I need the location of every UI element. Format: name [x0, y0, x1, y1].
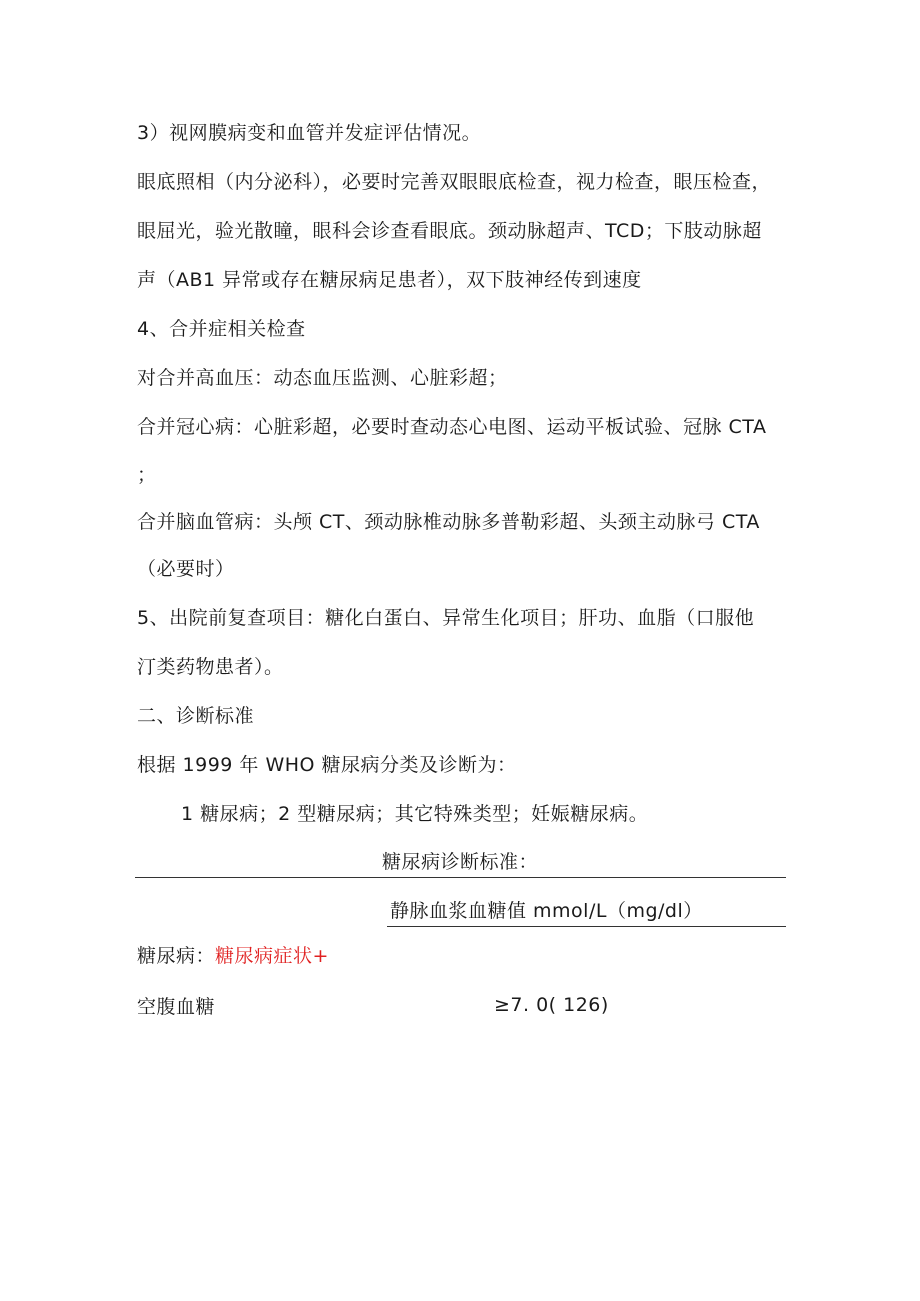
table-row-diabetes [137, 944, 329, 968]
paragraph-line: 眼屈光，验光散瞳，眼科会诊查看眼底。颈动脉超声、TCD；下肢动脉超 [137, 220, 762, 242]
table-top-rule [135, 877, 786, 878]
table-title: 糖尿病诊断标准： [382, 851, 539, 873]
diagnosis-basis: 根据 1999 年 WHO 糖尿病分类及诊断为： [137, 754, 517, 776]
row-label: 糖尿病： [137, 945, 216, 967]
diagnosis-heading: 二、诊断标准 [137, 705, 255, 727]
diabetes-types: 1 糖尿病；2 型糖尿病；其它特殊类型；妊娠糖尿病。 [181, 803, 649, 825]
hypertension-line: 对合并高血压：动态血压监测、心脏彩超； [137, 367, 508, 389]
section-5-line: 5、出院前复查项目：糖化白蛋白、异常生化项目；肝功、血脂（口服他 [137, 607, 755, 629]
column-header: 静脉血浆血糖值 mmol/L（mg/dl） [390, 900, 703, 922]
paragraph-line: 声（AB1 异常或存在糖尿病足患者），双下肢神经传到速度 [137, 269, 642, 291]
paragraph-line: 眼底照相（内分泌科），必要时完善双眼眼底检查，视力检查，眼压检查， [137, 171, 772, 193]
fasting-glucose-label: 空腹血糖 [137, 996, 216, 1018]
cvd-line-continuation: （必要时） [137, 558, 235, 580]
chd-line-continuation: ； [137, 464, 157, 486]
chd-line: 合并冠心病：心脏彩超，必要时查动态心电图、运动平板试验、冠脉 CTA [137, 416, 767, 438]
section-3-heading: 3）视网膜病变和血管并发症评估情况。 [137, 122, 482, 144]
symptom-text: 糖尿病症状+ [215, 945, 329, 967]
cvd-line: 合并脑血管病：头颅 CT、颈动脉椎动脉多普勒彩超、头颈主动脉弓 CTA [137, 511, 760, 533]
fasting-glucose-value: ≥7. 0( 126) [494, 994, 609, 1016]
header-rule [387, 926, 786, 927]
section-4-heading: 4、合并症相关检查 [137, 318, 306, 340]
section-5-line-continuation: 汀类药物患者）。 [137, 656, 284, 678]
